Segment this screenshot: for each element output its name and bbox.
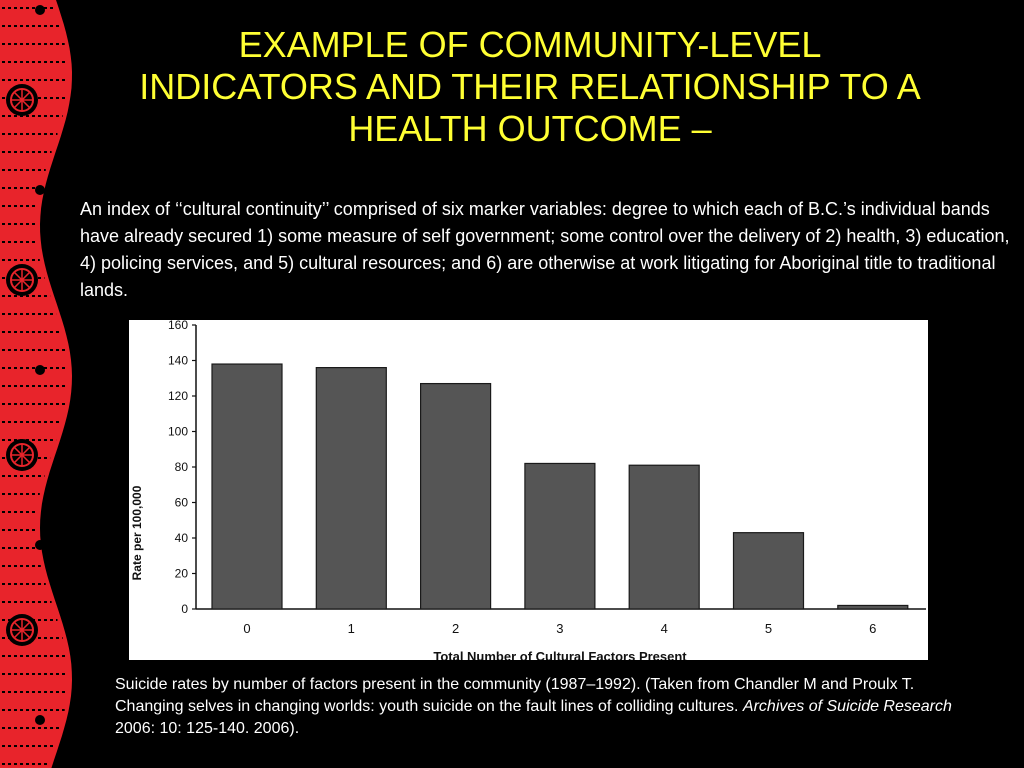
chart-canvas bbox=[129, 320, 928, 660]
bar bbox=[629, 465, 699, 609]
border-dot bbox=[35, 715, 45, 725]
bar-chart bbox=[129, 320, 928, 660]
x-tick-label: 3 bbox=[556, 621, 564, 636]
title-line-3: HEALTH OUTCOME – bbox=[348, 108, 712, 149]
y-tick-label: 0 bbox=[181, 602, 188, 616]
y-tick-label: 60 bbox=[174, 495, 188, 510]
border-dot bbox=[35, 5, 45, 15]
bar bbox=[838, 605, 908, 609]
y-tick-label: 40 bbox=[174, 531, 188, 545]
y-tick-label: 80 bbox=[174, 460, 188, 474]
bar bbox=[212, 364, 282, 609]
x-tick-label: 6 bbox=[869, 621, 877, 636]
caption-citation: 2006: 10: 125-140. 2006). bbox=[115, 720, 300, 737]
caption-journal: Archives of Suicide Research bbox=[742, 698, 952, 715]
title-line-1: EXAMPLE OF COMMUNITY-LEVEL bbox=[238, 24, 822, 65]
x-tick-label: 4 bbox=[660, 621, 668, 636]
x-tick-label: 0 bbox=[243, 621, 251, 636]
caption-text: Suicide rates by number of factors present in the community (1987–1992). (Taken from Chandler M and Proulx T. Changing selves in changing worlds: youth suicide on the fault lines of colliding cultures. bbox=[115, 676, 915, 715]
y-tick-label: 140 bbox=[167, 353, 188, 368]
bar bbox=[316, 368, 386, 609]
x-tick-label: 5 bbox=[764, 621, 773, 636]
bar bbox=[525, 463, 595, 609]
bar bbox=[734, 533, 804, 609]
x-tick-label: 1 bbox=[347, 621, 355, 636]
border-dot bbox=[35, 540, 45, 550]
border-dot bbox=[35, 365, 45, 375]
y-tick-label: 100 bbox=[167, 424, 188, 439]
border-dot bbox=[35, 185, 45, 195]
index-description: An index of ‘‘cultural continuity’’ comprised of six marker variables: degree to which each of B.C.’s individual bands have already secured 1) some measure of self government; some control over the delivery of 2) health, 3) education, 4) policing services, and 5) cultural resources; and 6) are otherwise at work litigating for Aboriginal title to traditional lands. bbox=[80, 199, 1010, 300]
y-tick-label: 20 bbox=[174, 566, 188, 581]
slide-title bbox=[90, 24, 970, 150]
y-axis-label: Rate per 100,000 bbox=[130, 485, 144, 581]
figure-caption bbox=[115, 674, 985, 740]
x-tick-label: 2 bbox=[451, 621, 460, 636]
title-line-2: INDICATORS AND THEIR RELATIONSHIP TO A bbox=[139, 66, 921, 107]
y-tick-label: 160 bbox=[167, 320, 188, 332]
decorative-border bbox=[0, 0, 100, 768]
bar bbox=[421, 384, 491, 609]
x-axis-label: Total Number of Cultural Factors Present bbox=[433, 649, 687, 660]
y-tick-label: 120 bbox=[167, 389, 188, 403]
